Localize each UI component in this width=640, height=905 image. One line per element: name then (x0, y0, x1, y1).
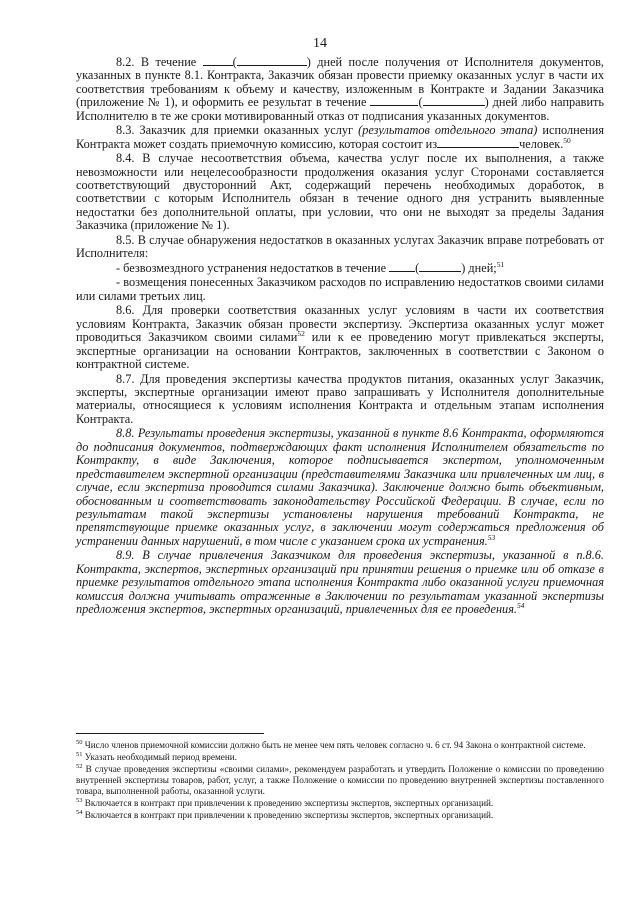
footnote-ref-50[interactable]: 50 (563, 135, 571, 145)
clause-8-5-item-1-paren: ( (415, 260, 420, 275)
clause-8-3-text-b: исполнения Контракта может создать приемочную комиссию, которая состоит из (76, 123, 605, 151)
clause-8-9-text: 8.9. В случае привлечения Заказчиком для проведения экспертизы, указанной в п.8.6. Контракта, экспертов, экспертных организаций при принятии решения о приемке или об отказе в приемке результатов отдельного этапа исполнения Контракта либо оказанной услуги приемочная комиссия должна учитывать отраженные в Заключении по результатам указанной экспертизы предложения экспертов, экспертных организаций, привлеченных для ее проведения. (76, 548, 604, 616)
clause-8-3-text-a: Заказчик для приемки оказанных услуг (139, 123, 354, 138)
clause-8-7: 8.7. Для проведения экспертизы качества продуктов питания, оказанных услуг Заказчик, эксперты, экспертные организации имеют право запрашивать у Исполнителя дополнительные материалы, относящиеся к условиям исполнения Контракта и отдельным этапам исполнения Контракта. (76, 371, 604, 426)
blank-line (419, 262, 461, 272)
blank-line (437, 138, 519, 148)
clause-8-2-number: 8.2. (116, 55, 135, 69)
clause-8-3-italic: (результатов отдельного этапа) (358, 123, 538, 138)
clause-8-3 (76, 124, 604, 151)
blank-line (203, 56, 233, 66)
footnote-52 (76, 764, 604, 798)
footnote-ref-51[interactable]: 51 (496, 259, 505, 269)
clause-8-2-paren-a: ( (232, 55, 237, 69)
clause-8-5-item-1-end: ) дней; (461, 260, 497, 275)
clause-8-2-text-a: В течение (140, 55, 197, 69)
clause-8-2-paren-b: ( (418, 95, 423, 110)
footnote-number: 51 (76, 750, 83, 758)
clause-8-3-text-c: человек. (519, 136, 564, 151)
footnote-separator (76, 733, 264, 734)
blank-line (389, 262, 415, 272)
clause-8-3-number: 8.3. (116, 123, 135, 138)
clause-8-8-text: 8.8. Результаты проведения экспертизы, указанной в пункте 8.6 Контракта, оформляются до подписания документов, подтверждающих факт исполнения Исполнителем обязательств по Контракту, в виде Заключения, которое подписывается экспертом, уполномоченным представителем экспертной организации (представителями Заказчика или привлеченных им лиц, в случае, если экспертиза проводится силами Заказчика). Заключение должно быть объективным, обоснованным и соответствовать законодательству Российской Федерации. В случае, если по результатам такой экспертизы установлены нарушения требований Контракта, не препятствующие приемке оказанных услуг, в заключении могут содержаться предложения об устранении данных нарушений, в том числе с указанием срока их устранения. (76, 426, 604, 548)
blank-line (423, 96, 485, 106)
blank-line (237, 56, 307, 66)
footnote-51 (76, 752, 604, 763)
clause-8-5: 8.5. В случае обнаружения недостатков в оказанных услугах Заказчик вправе потребовать от Исполнителя: (76, 232, 604, 261)
footnote-text: Включается в контракт при привлечении к проведению экспертизы экспертов, экспертных организаций. (84, 809, 494, 820)
page-number: 14 (313, 36, 327, 51)
document-body (76, 56, 604, 618)
clause-8-2-text-b: ) дней после получения от Исполнителя документов, указанных в пункте 8.1. Контракта, Заказчик обязан провести приемку оказанных услуг в части их соответствия требованиям к объему и качеству, изложенным в Контракте и Задании Заказчика (приложение № 1), и оформить ее результат в течение (76, 55, 604, 110)
footnote-number: 50 (76, 738, 83, 746)
footnote-number: 54 (76, 808, 83, 816)
clause-8-5-item-1 (76, 259, 604, 275)
clause-8-6 (76, 304, 604, 371)
clause-8-6-text-b: или к ее проведению могут привлекаться эксперты, экспертные организации на основании Контрактов, заключенных в соответствии с Законом о контрактной системе. (76, 330, 604, 372)
footnote-text: Включается в контракт при привлечении к проведению экспертизы экспертов, экспертных организаций. (84, 797, 494, 808)
footnote-53 (76, 798, 604, 809)
clause-8-4: 8.4. В случае несоответствия объема, качества услуг после их выполнения, а также невозможности или нецелесообразности продолжения оказания услуг Сторонами составляется соответствующий двусторонний Акт, содержащий перечень необходимых доработок, в соответствии с которым Исполнитель обязан в течение одного дня устранить выявленные недостатки без дополнительной оплаты, при условии, что они не выходят за пределы Задания Заказчика (приложение № 1). (76, 151, 604, 233)
footnote-50 (76, 740, 604, 751)
clause-8-9 (76, 549, 604, 616)
footnote-text: Число членов приемочной комиссии должно быть не менее чем пять человек согласно ч. 6 ст. 94 Закона о контрактной системе. (84, 740, 586, 750)
footnote-text: В случае проведения экспертизы «своими силами», рекомендуем разработать и утвердить Положение о комиссии по проведению внутренней экспертизы товаров, работ, услуг, а также Положение о комиссии по проведению внутренней экспертизы поставленного товара, выполненной работы, оказанной услуги. (76, 763, 604, 796)
clause-8-2 (76, 56, 604, 123)
clause-8-5-item-2: - возмещения понесенных Заказчиком расходов по исправлению недостатков своими силами или силами третьих лиц. (76, 275, 604, 303)
blank-line (370, 96, 418, 106)
clause-8-8 (76, 427, 604, 548)
footnote-number: 52 (76, 762, 83, 770)
footnotes (76, 740, 604, 821)
footnote-ref-52[interactable]: 52 (297, 329, 305, 339)
footnote-text: Указать необходимый период времени. (84, 751, 237, 762)
clause-8-5-item-1-text: - безвозмездного устранения недостатков в течение (116, 260, 387, 275)
footnote-ref-53[interactable]: 53 (487, 532, 496, 542)
footnote-ref-54[interactable]: 54 (517, 600, 525, 610)
clause-8-6-text-a: 8.6. Для проверки соответствия оказанных услуг условиям в части их соответствия условиям Контракта, Заказчик обязан провести экспертизу. Экспертиза оказанных услуг может проводиться Заказчиком своими силами (76, 303, 604, 345)
clause-8-2-text-c: ) дней либо направить Исполнителю в те же сроки мотивированный отказ от подписания указанных документов. (76, 95, 605, 123)
footnote-number: 53 (76, 796, 83, 804)
footnote-54 (76, 810, 604, 821)
